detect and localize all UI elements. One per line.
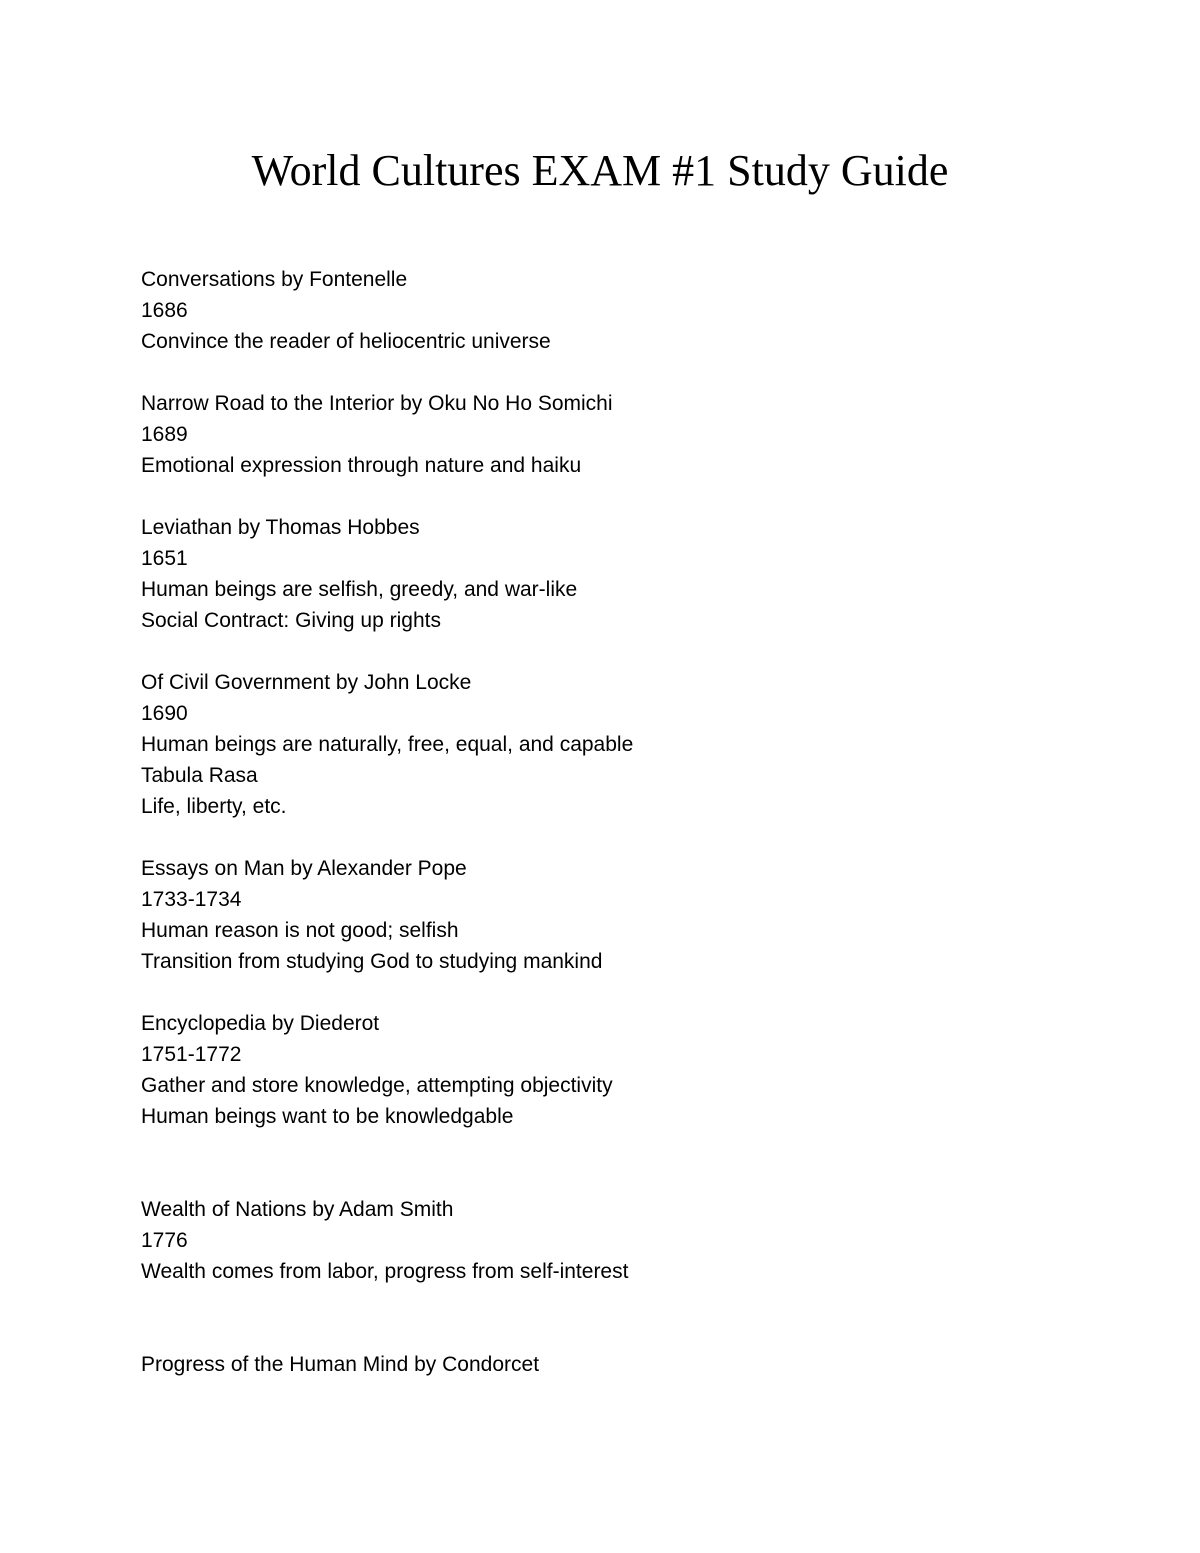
entry-diderot	[141, 1008, 1141, 1132]
page-title: World Cultures EXAM #1 Study Guide	[251, 146, 949, 195]
entry-note: Life, liberty, etc.	[141, 795, 287, 818]
spacer	[141, 481, 1141, 512]
entry-date: 1689	[141, 423, 188, 446]
spacer	[141, 977, 1141, 1008]
entry-locke	[141, 667, 1141, 822]
entry-note: Human beings are naturally, free, equal, and capable	[141, 733, 634, 756]
study-guide-entries	[141, 264, 1141, 1380]
entry-date: 1690	[141, 702, 188, 725]
entry-date: 1651	[141, 547, 188, 570]
entry-note: Transition from studying God to studying mankind	[141, 950, 603, 973]
entry-work: Essays on Man by Alexander Pope	[141, 857, 467, 880]
entry-basho	[141, 388, 1141, 481]
spacer	[141, 1132, 1141, 1194]
entry-note: Human beings are selfish, greedy, and war-like	[141, 578, 578, 601]
entry-note: Human reason is not good; selfish	[141, 919, 459, 942]
entry-note: Human beings want to be knowledgable	[141, 1105, 514, 1128]
entry-smith	[141, 1194, 1141, 1287]
spacer	[141, 357, 1141, 388]
entry-note: Wealth comes from labor, progress from self-interest	[141, 1260, 629, 1283]
spacer	[141, 822, 1141, 853]
entry-note: Gather and store knowledge, attempting objectivity	[141, 1074, 613, 1097]
entry-fontenelle	[141, 264, 1141, 357]
entry-note: Social Contract: Giving up rights	[141, 609, 441, 632]
entry-note: Tabula Rasa	[141, 764, 258, 787]
entry-date: 1776	[141, 1229, 188, 1252]
entry-work: Of Civil Government by John Locke	[141, 671, 472, 694]
spacer	[141, 1287, 1141, 1349]
entry-date: 1686	[141, 299, 188, 322]
entry-work: Progress of the Human Mind by Condorcet	[141, 1353, 540, 1376]
entry-note: Emotional expression through nature and haiku	[141, 454, 582, 477]
entry-date: 1733-1734	[141, 888, 242, 911]
spacer	[141, 636, 1141, 667]
entry-hobbes	[141, 512, 1141, 636]
entry-note: Convince the reader of heliocentric universe	[141, 330, 551, 353]
entry-work: Wealth of Nations by Adam Smith	[141, 1198, 454, 1221]
entry-pope	[141, 853, 1141, 977]
entry-work: Encyclopedia by Diederot	[141, 1012, 380, 1035]
entry-condorcet	[141, 1349, 1141, 1380]
entry-work: Conversations by Fontenelle	[141, 268, 408, 291]
entry-work: Leviathan by Thomas Hobbes	[141, 516, 420, 539]
entry-work: Narrow Road to the Interior by Oku No Ho Somichi	[141, 392, 613, 415]
entry-date: 1751-1772	[141, 1043, 242, 1066]
